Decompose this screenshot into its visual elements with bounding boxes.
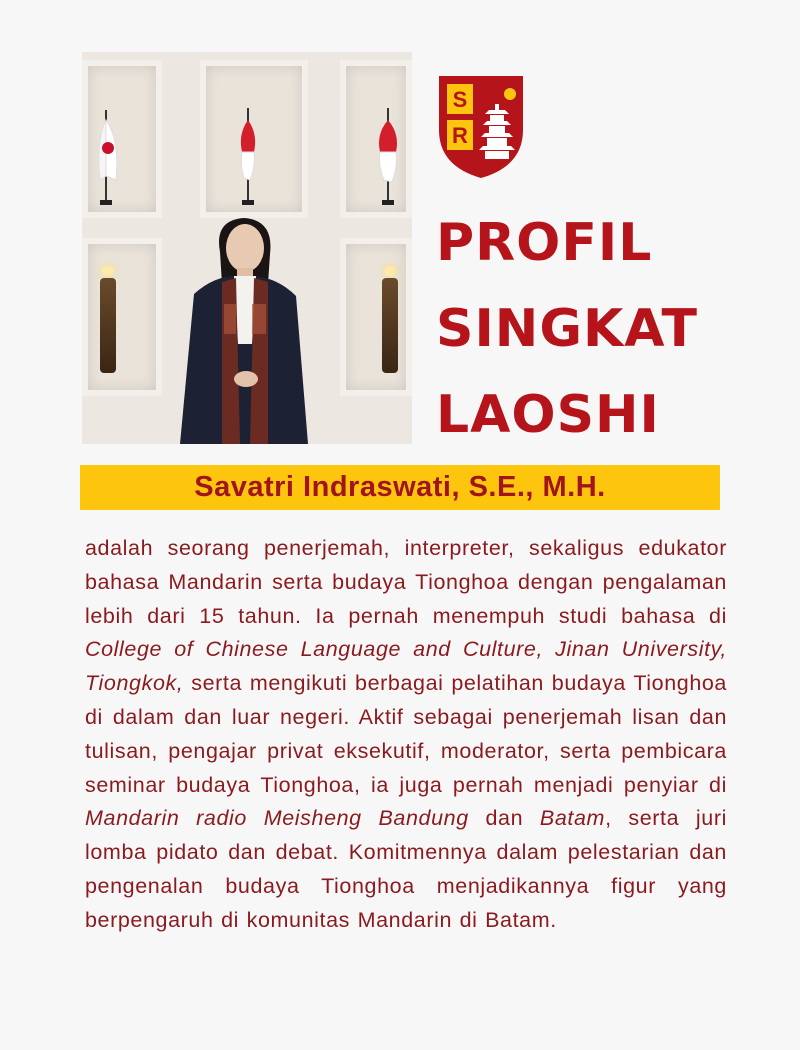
school-logo-icon xyxy=(437,74,525,180)
wall-niche xyxy=(340,238,412,396)
bio-italic-college: College of Chinese Language and Culture, Jinan University, Tiongkok, xyxy=(85,637,727,696)
title-line-3: LAOSHI xyxy=(436,385,660,445)
title-line-2: SINGKAT xyxy=(436,299,698,359)
name-banner xyxy=(80,465,720,510)
page-title xyxy=(436,200,786,458)
japan-flag-icon xyxy=(90,110,122,206)
bio-part-2: serta mengikuti berbagai pelatihan budaya Tionghoa di dalam dan luar negeri. Aktif sebagai penerjemah lisan dan tulisan, pengajar privat eksekutif, moderator, serta pembicara seminar budaya Tionghoa, ia juga pernah menjadi penyiar di xyxy=(85,671,727,797)
indonesia-flag-icon xyxy=(232,108,264,206)
bio-part-1: adalah seorang penerjemah, interpreter, sekaligus edukator bahasa Mandarin serta budaya Tionghoa dengan pengalaman lebih dari 15 tahun. Ia pernah menempuh studi bahasa di xyxy=(85,536,727,628)
bio-part-4: , serta juri lomba pidato dan debat. Komitmennya dalam pelestarian dan pengenalan budaya Tionghoa menjadikannya figur yang berpengaruh di komunitas Mandarin di Batam. xyxy=(85,806,727,932)
logo-letter-r: R xyxy=(452,123,468,148)
bio-italic-radio: Mandarin radio Meisheng Bandung xyxy=(85,806,469,831)
biography-text xyxy=(85,532,727,938)
wall-niche xyxy=(82,238,162,396)
logo-letter-s: S xyxy=(452,87,468,112)
profile-photo xyxy=(82,52,412,444)
person-figure xyxy=(174,214,314,444)
wooden-statue xyxy=(100,278,116,373)
lamp-icon xyxy=(384,266,396,276)
bio-italic-batam: Batam xyxy=(539,806,606,831)
wooden-statue xyxy=(382,278,398,373)
singapore-flag-icon xyxy=(372,108,404,206)
teacher-name: Savatri Indraswati, S.E., M.H. xyxy=(194,471,606,503)
lamp-icon xyxy=(102,266,114,276)
bio-part-3: dan xyxy=(468,806,540,831)
title-line-1: PROFIL xyxy=(436,213,653,273)
